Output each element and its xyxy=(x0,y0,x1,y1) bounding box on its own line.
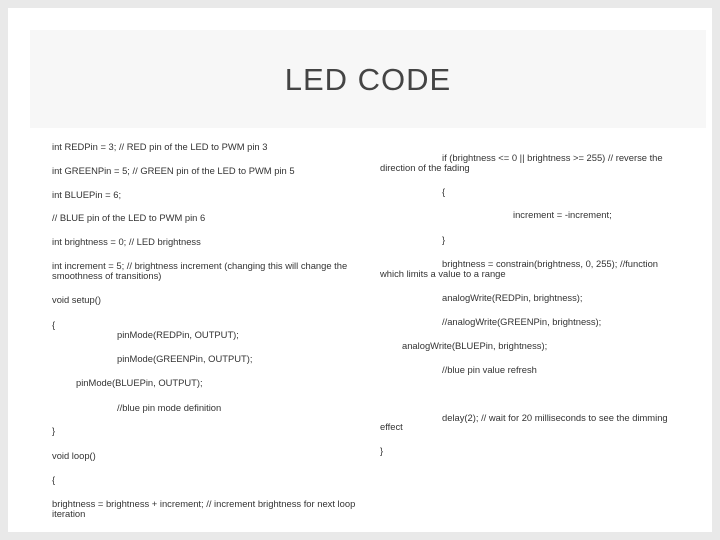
title-box xyxy=(30,30,706,128)
code-line-blue-refresh-comment: //blue pin value refresh xyxy=(442,364,537,375)
code-line-setup-open-brace: { xyxy=(52,319,56,330)
code-line-pinmode-blue: pinMode(BLUEPin, OUTPUT); xyxy=(76,377,203,388)
code-line-loop: void loop() xyxy=(52,450,96,461)
code-line-blue-pin: int BLUEPin = 6; xyxy=(52,189,122,200)
code-line-loop-open-brace: { xyxy=(52,474,56,485)
code-line-analogwrite-blue: analogWrite(BLUEPin, brightness); xyxy=(402,340,548,351)
code-line-delay: delay(2); // wait for 20 milliseconds to see the dimming xyxy=(442,412,668,423)
code-line-constrain: brightness = constrain(brightness, 0, 255); //function xyxy=(442,258,659,269)
code-line-setup-close-brace: } xyxy=(52,425,56,436)
code-line-brightness-update: brightness = brightness + increment; // increment brightness for next loop iteration xyxy=(52,498,356,519)
code-line-blue-pin-mode-comment: //blue pin mode definition xyxy=(117,402,222,413)
code-line-red-pin: int REDPin = 3; // RED pin of the LED to PWM pin 3 xyxy=(52,141,268,152)
code-line-pinmode-green: pinMode(GREENPin, OUTPUT); xyxy=(117,353,253,364)
code-line-brightness: int brightness = 0; // LED brightness xyxy=(52,236,201,247)
code-line-if-comment-cont: direction of the fading xyxy=(380,162,470,173)
code-line-constrain-comment-cont: which limits a value to a range xyxy=(380,268,506,279)
code-line-blue-pin-comment: // BLUE pin of the LED to PWM pin 6 xyxy=(52,212,206,223)
code-line-pinmode-red: pinMode(REDPin, OUTPUT); xyxy=(117,329,239,340)
code-line-analogwrite-green: //analogWrite(GREENPin, brightness); xyxy=(442,316,602,327)
code-line-analogwrite-red: analogWrite(REDPin, brightness); xyxy=(442,292,583,303)
code-line-delay-comment-cont: effect xyxy=(380,421,403,432)
code-line-if-open-brace: { xyxy=(442,186,446,197)
code-line-setup: void setup() xyxy=(52,294,101,305)
code-line-if-condition: if (brightness <= 0 || brightness >= 255) // reverse the xyxy=(442,152,663,163)
code-line-increment-reverse: increment = -increment; xyxy=(513,209,612,220)
slide-title: LED CODE xyxy=(284,62,452,97)
code-line-increment: int increment = 5; // brightness increment (changing this will change the smoothness of transitions) xyxy=(52,260,348,281)
code-line-green-pin: int GREENPin = 5; // GREEN pin of the LED to PWM pin 5 xyxy=(52,165,295,176)
code-line-if-close-brace: } xyxy=(442,234,446,245)
code-line-loop-close-brace: } xyxy=(380,445,384,456)
